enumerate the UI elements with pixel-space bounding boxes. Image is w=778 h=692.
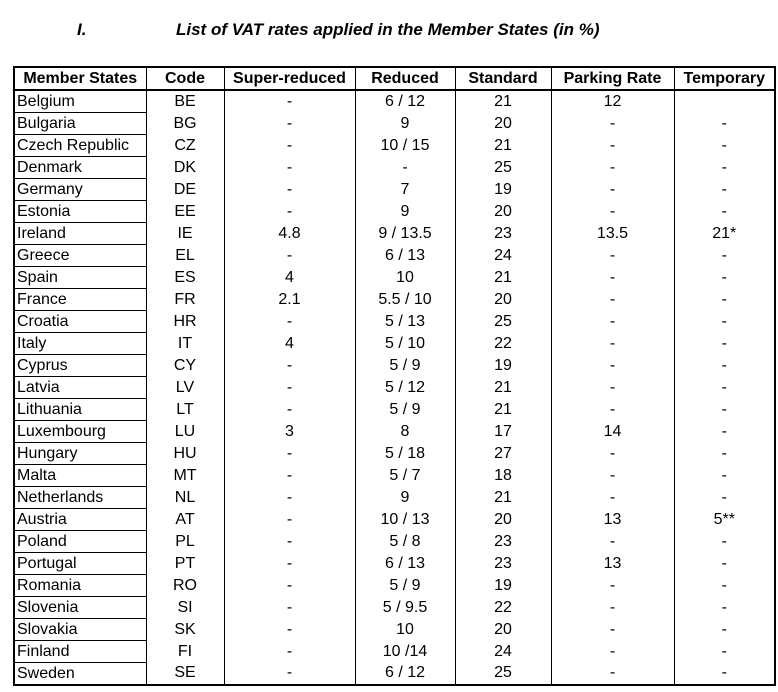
cell-reduced: 10 [355, 619, 455, 641]
cell-member-state: Bulgaria [14, 113, 146, 135]
cell-code: EE [146, 201, 224, 223]
cell-code: DE [146, 179, 224, 201]
table-row [14, 355, 775, 377]
cell-code: IE [146, 223, 224, 245]
cell-reduced: 5.5 / 10 [355, 289, 455, 311]
cell-parking-rate: 13 [551, 509, 674, 531]
cell-reduced: - [355, 157, 455, 179]
cell-parking-rate: - [551, 487, 674, 509]
cell-super-reduced: 4 [224, 333, 355, 355]
cell-standard: 23 [455, 531, 551, 553]
table-row [14, 509, 775, 531]
cell-super-reduced: - [224, 179, 355, 201]
cell-temporary: - [674, 399, 775, 421]
column-header-code: Code [146, 67, 224, 90]
cell-standard: 17 [455, 421, 551, 443]
cell-standard: 20 [455, 113, 551, 135]
cell-super-reduced: - [224, 531, 355, 553]
cell-super-reduced: - [224, 113, 355, 135]
cell-member-state: Netherlands [14, 487, 146, 509]
cell-code: PT [146, 553, 224, 575]
cell-reduced: 9 [355, 113, 455, 135]
cell-temporary: - [674, 553, 775, 575]
cell-super-reduced: 2.1 [224, 289, 355, 311]
cell-super-reduced: - [224, 377, 355, 399]
cell-temporary: - [674, 311, 775, 333]
table-row [14, 90, 775, 113]
cell-temporary: - [674, 113, 775, 135]
cell-standard: 20 [455, 509, 551, 531]
cell-code: FI [146, 641, 224, 663]
cell-super-reduced: - [224, 311, 355, 333]
cell-code: BG [146, 113, 224, 135]
cell-reduced: 5 / 13 [355, 311, 455, 333]
cell-super-reduced: - [224, 575, 355, 597]
cell-super-reduced: 3 [224, 421, 355, 443]
cell-standard: 19 [455, 355, 551, 377]
column-header-super-reduced: Super-reduced [224, 67, 355, 90]
cell-code: FR [146, 289, 224, 311]
table-row [14, 179, 775, 201]
cell-member-state: Spain [14, 267, 146, 289]
column-header-standard: Standard [455, 67, 551, 90]
cell-temporary: - [674, 663, 775, 686]
cell-super-reduced: - [224, 509, 355, 531]
cell-standard: 19 [455, 575, 551, 597]
cell-member-state: Hungary [14, 443, 146, 465]
cell-code: CZ [146, 135, 224, 157]
table-row [14, 531, 775, 553]
cell-code: SK [146, 619, 224, 641]
cell-code: IT [146, 333, 224, 355]
cell-standard: 25 [455, 311, 551, 333]
cell-parking-rate: - [551, 575, 674, 597]
cell-temporary: - [674, 267, 775, 289]
table-row [14, 311, 775, 333]
cell-parking-rate: - [551, 377, 674, 399]
cell-parking-rate: - [551, 619, 674, 641]
cell-parking-rate: - [551, 267, 674, 289]
document-heading [0, 20, 778, 44]
column-header-temporary: Temporary [674, 67, 775, 90]
table-row [14, 597, 775, 619]
cell-member-state: Belgium [14, 90, 146, 113]
cell-member-state: France [14, 289, 146, 311]
table-row [14, 465, 775, 487]
cell-standard: 20 [455, 201, 551, 223]
cell-code: DK [146, 157, 224, 179]
document-title: List of VAT rates applied in the Member States (in %) [176, 20, 600, 39]
cell-code: AT [146, 509, 224, 531]
cell-reduced: 10 / 13 [355, 509, 455, 531]
cell-temporary: - [674, 157, 775, 179]
table-row [14, 641, 775, 663]
cell-member-state: Romania [14, 575, 146, 597]
table-row [14, 245, 775, 267]
cell-temporary: - [674, 465, 775, 487]
cell-standard: 19 [455, 179, 551, 201]
table-row [14, 157, 775, 179]
cell-super-reduced: - [224, 355, 355, 377]
cell-member-state: Portugal [14, 553, 146, 575]
cell-parking-rate: - [551, 597, 674, 619]
cell-reduced: 5 / 10 [355, 333, 455, 355]
cell-temporary: - [674, 245, 775, 267]
cell-member-state: Denmark [14, 157, 146, 179]
cell-super-reduced: 4.8 [224, 223, 355, 245]
cell-standard: 21 [455, 135, 551, 157]
cell-super-reduced: - [224, 487, 355, 509]
cell-parking-rate: 13.5 [551, 223, 674, 245]
cell-parking-rate: 14 [551, 421, 674, 443]
cell-temporary: - [674, 179, 775, 201]
cell-standard: 23 [455, 553, 551, 575]
cell-member-state: Ireland [14, 223, 146, 245]
cell-code: SE [146, 663, 224, 686]
cell-parking-rate: - [551, 289, 674, 311]
cell-code: HR [146, 311, 224, 333]
cell-standard: 20 [455, 289, 551, 311]
table-row [14, 421, 775, 443]
cell-reduced: 5 / 18 [355, 443, 455, 465]
cell-temporary: 5** [674, 509, 775, 531]
table-row [14, 663, 775, 686]
cell-super-reduced: - [224, 443, 355, 465]
cell-temporary: - [674, 443, 775, 465]
cell-super-reduced: - [224, 553, 355, 575]
cell-reduced: 5 / 9.5 [355, 597, 455, 619]
cell-code: SI [146, 597, 224, 619]
cell-reduced: 10 [355, 267, 455, 289]
cell-reduced: 9 [355, 487, 455, 509]
cell-temporary: - [674, 641, 775, 663]
cell-temporary: - [674, 201, 775, 223]
cell-temporary: - [674, 289, 775, 311]
cell-parking-rate: - [551, 113, 674, 135]
cell-parking-rate: - [551, 641, 674, 663]
cell-super-reduced: - [224, 641, 355, 663]
cell-reduced: 6 / 12 [355, 663, 455, 686]
cell-code: EL [146, 245, 224, 267]
table-row [14, 575, 775, 597]
cell-super-reduced: - [224, 663, 355, 686]
cell-super-reduced: - [224, 245, 355, 267]
table-row [14, 267, 775, 289]
cell-member-state: Austria [14, 509, 146, 531]
cell-member-state: Finland [14, 641, 146, 663]
cell-member-state: Latvia [14, 377, 146, 399]
table-header-row [14, 67, 775, 90]
cell-parking-rate: - [551, 355, 674, 377]
cell-temporary: - [674, 377, 775, 399]
cell-member-state: Italy [14, 333, 146, 355]
cell-code: HU [146, 443, 224, 465]
cell-super-reduced: - [224, 597, 355, 619]
cell-parking-rate: - [551, 179, 674, 201]
cell-member-state: Slovakia [14, 619, 146, 641]
cell-standard: 21 [455, 377, 551, 399]
cell-temporary: - [674, 575, 775, 597]
table-row [14, 333, 775, 355]
cell-standard: 24 [455, 245, 551, 267]
table-row [14, 487, 775, 509]
cell-code: MT [146, 465, 224, 487]
table-row [14, 223, 775, 245]
cell-reduced: 6 / 12 [355, 90, 455, 113]
cell-member-state: Slovenia [14, 597, 146, 619]
cell-temporary: - [674, 597, 775, 619]
cell-code: ES [146, 267, 224, 289]
cell-temporary: - [674, 355, 775, 377]
cell-parking-rate: - [551, 443, 674, 465]
cell-member-state: Greece [14, 245, 146, 267]
column-header-parking-rate: Parking Rate [551, 67, 674, 90]
table-row [14, 377, 775, 399]
cell-standard: 21 [455, 487, 551, 509]
cell-temporary: 21* [674, 223, 775, 245]
cell-code: BE [146, 90, 224, 113]
cell-standard: 24 [455, 641, 551, 663]
cell-reduced: 9 [355, 201, 455, 223]
cell-standard: 21 [455, 267, 551, 289]
cell-member-state: Poland [14, 531, 146, 553]
cell-temporary: - [674, 619, 775, 641]
cell-super-reduced: - [224, 157, 355, 179]
cell-member-state: Lithuania [14, 399, 146, 421]
cell-standard: 21 [455, 399, 551, 421]
cell-reduced: 5 / 9 [355, 399, 455, 421]
cell-reduced: 6 / 13 [355, 245, 455, 267]
column-header-reduced: Reduced [355, 67, 455, 90]
cell-super-reduced: - [224, 90, 355, 113]
cell-parking-rate: - [551, 663, 674, 686]
cell-member-state: Sweden [14, 663, 146, 686]
cell-standard: 25 [455, 157, 551, 179]
cell-temporary: - [674, 421, 775, 443]
cell-parking-rate: - [551, 201, 674, 223]
table-row [14, 443, 775, 465]
section-number: I. [77, 20, 87, 39]
column-header-member-states: Member States [14, 67, 146, 90]
cell-code: LT [146, 399, 224, 421]
cell-code: RO [146, 575, 224, 597]
cell-code: CY [146, 355, 224, 377]
cell-reduced: 7 [355, 179, 455, 201]
cell-reduced: 5 / 9 [355, 575, 455, 597]
table-row [14, 135, 775, 157]
cell-standard: 22 [455, 333, 551, 355]
cell-super-reduced: 4 [224, 267, 355, 289]
cell-standard: 25 [455, 663, 551, 686]
table-row [14, 201, 775, 223]
table-row [14, 399, 775, 421]
cell-super-reduced: - [224, 135, 355, 157]
cell-parking-rate: - [551, 311, 674, 333]
cell-code: PL [146, 531, 224, 553]
cell-reduced: 6 / 13 [355, 553, 455, 575]
cell-parking-rate: - [551, 531, 674, 553]
cell-parking-rate: 13 [551, 553, 674, 575]
cell-reduced: 9 / 13.5 [355, 223, 455, 245]
cell-super-reduced: - [224, 465, 355, 487]
cell-parking-rate: - [551, 333, 674, 355]
cell-standard: 18 [455, 465, 551, 487]
cell-member-state: Malta [14, 465, 146, 487]
cell-parking-rate: 12 [551, 90, 674, 113]
cell-super-reduced: - [224, 201, 355, 223]
cell-member-state: Germany [14, 179, 146, 201]
cell-member-state: Croatia [14, 311, 146, 333]
vat-rates-table [13, 66, 776, 686]
cell-code: LU [146, 421, 224, 443]
cell-parking-rate: - [551, 245, 674, 267]
cell-reduced: 5 / 12 [355, 377, 455, 399]
cell-temporary: - [674, 135, 775, 157]
table-row [14, 113, 775, 135]
cell-reduced: 10 / 15 [355, 135, 455, 157]
table-row [14, 553, 775, 575]
cell-code: LV [146, 377, 224, 399]
cell-standard: 27 [455, 443, 551, 465]
cell-standard: 23 [455, 223, 551, 245]
cell-reduced: 10 /14 [355, 641, 455, 663]
cell-member-state: Cyprus [14, 355, 146, 377]
cell-temporary: - [674, 531, 775, 553]
cell-member-state: Estonia [14, 201, 146, 223]
cell-temporary [674, 90, 775, 113]
table-body [14, 90, 775, 685]
cell-member-state: Luxembourg [14, 421, 146, 443]
cell-reduced: 5 / 7 [355, 465, 455, 487]
cell-parking-rate: - [551, 399, 674, 421]
cell-code: NL [146, 487, 224, 509]
table-row [14, 619, 775, 641]
cell-reduced: 5 / 9 [355, 355, 455, 377]
cell-standard: 20 [455, 619, 551, 641]
cell-temporary: - [674, 487, 775, 509]
cell-member-state: Czech Republic [14, 135, 146, 157]
table-row [14, 289, 775, 311]
cell-parking-rate: - [551, 135, 674, 157]
cell-super-reduced: - [224, 619, 355, 641]
cell-parking-rate: - [551, 157, 674, 179]
cell-standard: 21 [455, 90, 551, 113]
cell-standard: 22 [455, 597, 551, 619]
cell-reduced: 8 [355, 421, 455, 443]
cell-parking-rate: - [551, 465, 674, 487]
cell-temporary: - [674, 333, 775, 355]
cell-super-reduced: - [224, 399, 355, 421]
cell-reduced: 5 / 8 [355, 531, 455, 553]
